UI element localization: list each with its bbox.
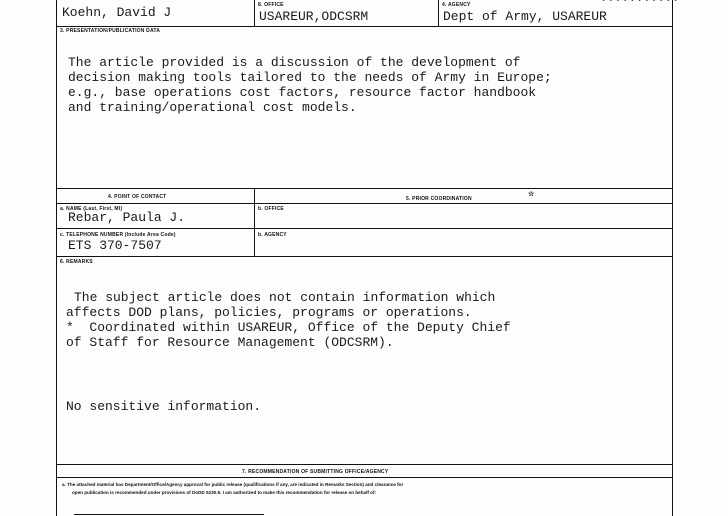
contact-name-label: a. NAME (Last, First, MI) [60, 206, 123, 212]
recommendation-subheader-rule [56, 477, 673, 478]
author-name-value: Koehn, David J [62, 5, 172, 20]
signature-line [74, 514, 264, 515]
contact-bottom-rule [56, 256, 673, 257]
remarks-line-1: The subject article does not contain information which [74, 290, 496, 305]
telephone-value: ETS 370-7507 [68, 238, 162, 253]
presentation-bottom-rule [56, 188, 673, 189]
agency-value: Dept of Army, USAREUR [443, 9, 607, 24]
presentation-line-3: e.g., base operations cost factors, resource factor handbook [68, 85, 537, 100]
presentation-line-4: and training/operational cost models. [68, 100, 357, 115]
remarks-line-2: affects DOD plans, policies, programs or operations. [66, 305, 472, 320]
contact-office-label: b. OFFICE [258, 206, 284, 212]
telephone-label: c. TELEPHONE NUMBER (Include Area Code) [60, 232, 176, 238]
point-of-contact-label: 4. POINT OF CONTACT [108, 194, 167, 200]
prior-coordination-label: 5. PRIOR COORDINATION [406, 196, 472, 202]
presentation-label: 3. PRESENTATION/PUBLICATION DATA [60, 28, 161, 34]
remarks-label: 6. REMARKS [60, 259, 93, 265]
agency-label: 4. AGENCY [442, 2, 471, 8]
prior-coordination-star: ☆ [528, 191, 535, 198]
remarks-line-3: * Coordinated within USAREUR, Office of the Deputy Chief [66, 320, 511, 335]
header-divider-2 [438, 0, 439, 26]
contact-subheader-rule [56, 203, 673, 204]
recommendation-label: 7. RECOMMENDATION OF SUBMITTING OFFICE/AGENCY [242, 469, 389, 475]
header-divider-1 [254, 0, 255, 26]
contact-name-value: Rebar, Paula J. [68, 210, 186, 225]
top-right-partial-text [600, 0, 679, 5]
contact-center-divider [254, 188, 255, 256]
form-right-border [672, 0, 673, 516]
sensitive-information-note: No sensitive information. [66, 399, 262, 414]
office-value: USAREUR,ODCSRM [259, 9, 369, 24]
contact-agency-label: b. AGENCY [258, 232, 287, 238]
header-bottom-rule [56, 26, 673, 27]
contact-mid-rule [56, 228, 673, 229]
office-label: 8. OFFICE [258, 2, 284, 8]
presentation-line-1: The article provided is a discussion of the development of [68, 55, 521, 70]
remarks-line-4: of Staff for Resource Management (ODCSRM). [66, 335, 394, 350]
form-left-border [56, 0, 57, 516]
remarks-bottom-rule [56, 464, 673, 465]
recommendation-line-1: a. The attached material has Department/Office/Agency approval for public release (qualifications if any, are indicated in Remarks Section) and clearance for [62, 482, 404, 487]
presentation-line-2: decision making tools tailored to the needs of Army in Europe; [68, 70, 552, 85]
recommendation-line-2: open publication is recommended under provisions of DoDD 5230.9. I am authorized to make this recommendation for release on behalf of: [72, 490, 377, 495]
